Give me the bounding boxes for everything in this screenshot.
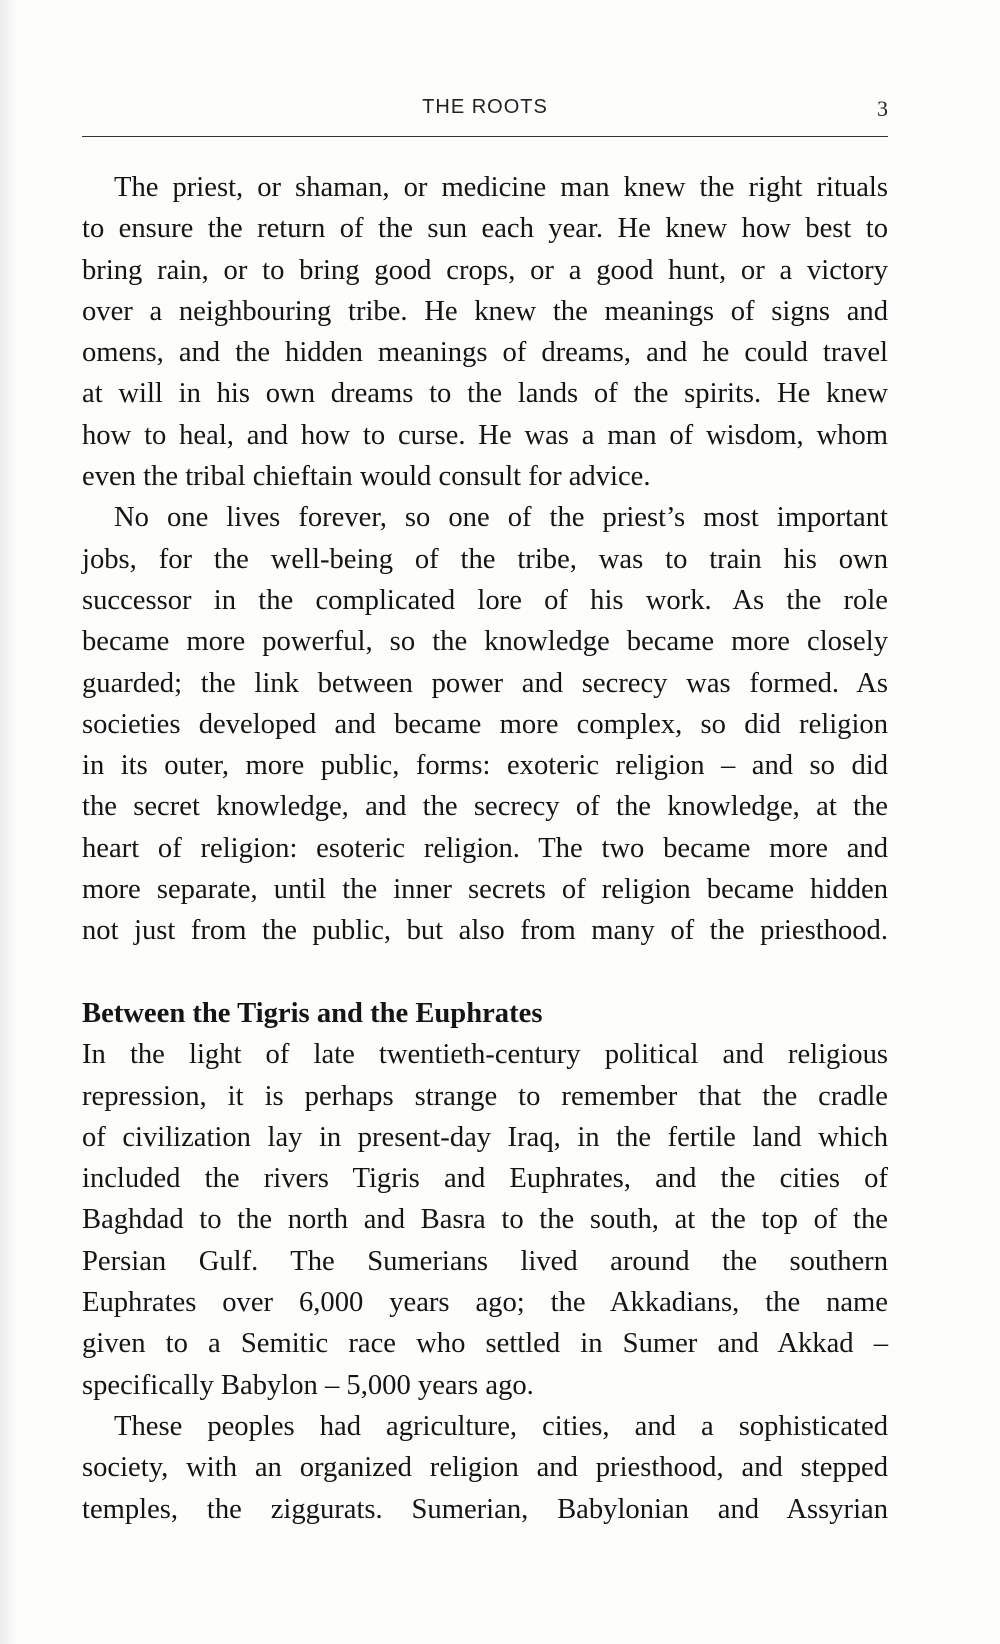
running-head bbox=[82, 96, 888, 126]
text-line: even the tribal chieftain would consult for advice. bbox=[82, 461, 651, 493]
text-line: societies developed and became more complex, so did religion bbox=[82, 708, 888, 740]
text-line: These peoples had agriculture, cities, and a sophisticated bbox=[114, 1410, 888, 1442]
header-rule bbox=[82, 136, 888, 137]
text-line: The priest, or shaman, or medicine man knew the right rituals bbox=[114, 172, 888, 203]
text-line: Euphrates over 6,000 years ago; the Akkadians, the name bbox=[82, 1287, 888, 1319]
text-line: more separate, until the inner secrets of religion became hidden bbox=[82, 874, 888, 906]
text-line: the secret knowledge, and the secrecy of the knowledge, at the bbox=[82, 791, 888, 823]
section-heading: Between the Tigris and the Euphrates bbox=[82, 997, 543, 1029]
text-line: not just from the public, but also from many of the priesthood. bbox=[82, 915, 888, 947]
text-line: included the rivers Tigris and Euphrates, and the cities of bbox=[82, 1163, 888, 1195]
body-text bbox=[82, 167, 888, 1530]
text-line: of civilization lay in present-day Iraq, in the fertile land which bbox=[82, 1121, 888, 1153]
paragraph-priest-role bbox=[82, 167, 888, 497]
text-line: to ensure the return of the sun each year. He knew how best to bbox=[82, 213, 888, 245]
text-line: at will in his own dreams to the lands of the spirits. He knew bbox=[82, 378, 888, 410]
text-line: Persian Gulf. The Sumerians lived around the southern bbox=[82, 1245, 888, 1277]
text-line: specifically Babylon – 5,000 years ago. bbox=[82, 1369, 534, 1401]
running-title: THE ROOTS bbox=[422, 96, 548, 118]
text-line: given to a Semitic race who settled in Sumer and Akkad – bbox=[82, 1328, 888, 1360]
text-line: became more powerful, so the knowledge became more closely bbox=[82, 626, 888, 658]
text-line: successor in the complicated lore of his work. As the role bbox=[82, 584, 888, 616]
text-line: how to heal, and how to curse. He was a man of wisdom, whom bbox=[82, 419, 888, 451]
text-line: No one lives forever, so one of the priest’s most important bbox=[114, 502, 888, 534]
text-line: guarded; the link between power and secrecy was formed. As bbox=[82, 667, 888, 699]
paragraph-secrecy bbox=[82, 497, 888, 951]
text-line: in its outer, more public, forms: exoteric religion – and so did bbox=[82, 750, 888, 782]
page-gutter-shadow bbox=[0, 0, 18, 1644]
text-line: over a neighbouring tribe. He knew the meanings of signs and bbox=[82, 295, 888, 327]
text-line: jobs, for the well-being of the tribe, was to train his own bbox=[82, 543, 888, 575]
text-line: In the light of late twentieth-century political and religious bbox=[82, 1039, 888, 1071]
page-number: 3 bbox=[877, 96, 888, 121]
text-line: temples, the ziggurats. Sumerian, Babylonian and Assyrian bbox=[82, 1493, 888, 1525]
text-line: heart of religion: esoteric religion. The two became more and bbox=[82, 832, 888, 864]
paragraph-cradle-of-civilization bbox=[82, 1034, 888, 1406]
text-line: repression, it is perhaps strange to remember that the cradle bbox=[82, 1080, 888, 1112]
section-spacer bbox=[82, 952, 888, 993]
text-line: Baghdad to the north and Basra to the south, at the top of the bbox=[82, 1204, 888, 1236]
text-line: omens, and the hidden meanings of dreams, and he could travel bbox=[82, 337, 888, 369]
paragraph-sumerian-society bbox=[82, 1406, 888, 1530]
text-line: society, with an organized religion and priesthood, and stepped bbox=[82, 1452, 888, 1484]
text-line: bring rain, or to bring good crops, or a good hunt, or a victory bbox=[82, 254, 888, 286]
